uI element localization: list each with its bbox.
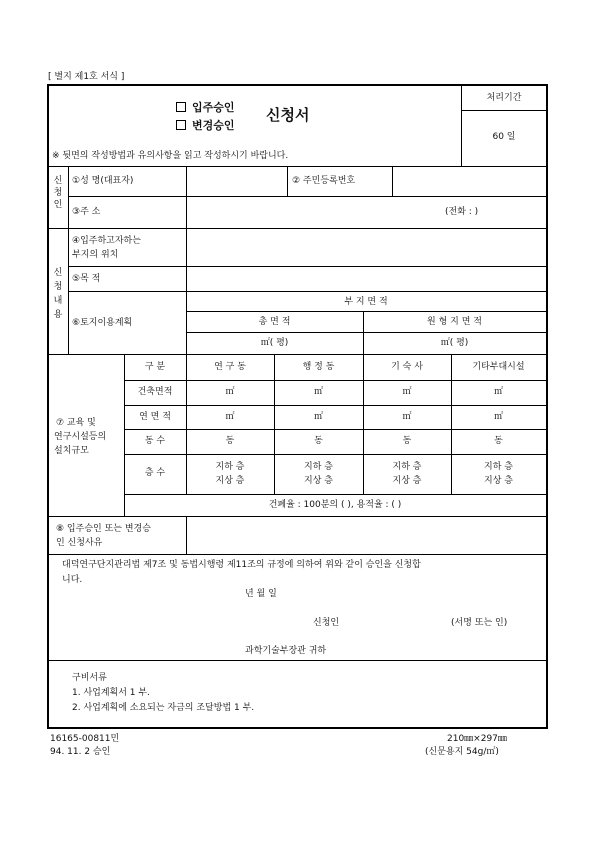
location-label-line2: 부지의 위치 <box>72 250 119 260</box>
dorm-count[interactable]: 동 <box>402 436 412 446</box>
floors-label: 층 수 <box>144 468 166 478</box>
col-research: 연 구 동 <box>214 362 246 372</box>
applicant-section-text: 신 청 인 <box>53 176 63 210</box>
research-floors-above[interactable]: 지상 층 <box>215 476 245 486</box>
research-count[interactable]: 동 <box>225 436 235 446</box>
other-count[interactable]: 동 <box>494 436 503 446</box>
col-dorm: 기 숙 사 <box>391 362 423 372</box>
option-change <box>176 118 235 133</box>
name-field[interactable] <box>188 168 285 194</box>
location-field[interactable] <box>188 230 544 264</box>
dorm-floors-above[interactable]: 지상 층 <box>392 476 422 486</box>
reason-label-line2: 인 신청사유 <box>56 538 103 548</box>
content-section-label <box>52 268 64 324</box>
other-floors-below[interactable]: 지하 층 <box>484 462 513 472</box>
statement-line2: 니다. <box>62 575 83 585</box>
dorm-floor-area[interactable]: ㎡ <box>402 412 412 422</box>
purpose-field[interactable] <box>188 268 544 289</box>
other-floors-above[interactable]: 지상 층 <box>484 476 513 486</box>
facilities-label-line1: ⑦ 교육 및 <box>56 418 96 428</box>
reason-field[interactable] <box>188 518 544 552</box>
research-floor-area[interactable]: ㎡ <box>225 412 235 422</box>
other-building-area[interactable]: ㎡ <box>493 387 503 397</box>
documents-title: 구비서류 <box>72 673 107 683</box>
name-label: ①성 명(대표자) <box>72 176 134 186</box>
content-section-text: 신 청 내 용 <box>53 268 63 320</box>
signature-field[interactable]: (서명 또는 인) <box>451 618 508 628</box>
reg-number-field[interactable] <box>394 168 544 194</box>
dorm-floors-below[interactable]: 지하 층 <box>392 462 422 472</box>
coverage-ratio-line[interactable]: 건폐율 : 100분의 ( ), 용적율 : ( ) <box>268 500 402 510</box>
building-count-label: 동 수 <box>144 436 166 446</box>
application-date[interactable]: 년 월 일 <box>245 589 277 599</box>
form-label: [ 별지 제1호 서식 ] <box>48 72 125 82</box>
paper-type: (신문용지 54g/㎡) <box>425 747 499 757</box>
total-area-field[interactable]: ㎡( 평) <box>260 338 289 348</box>
floor-area-label: 연 면 적 <box>139 412 171 422</box>
other-floor-area[interactable]: ㎡ <box>493 412 503 422</box>
checkbox-move-in[interactable] <box>176 102 186 112</box>
col-admin: 행 정 동 <box>302 362 335 372</box>
division-header: 구 분 <box>144 362 166 372</box>
admin-building-area[interactable]: ㎡ <box>313 387 323 397</box>
facilities-label-line3: 설치규모 <box>54 446 89 456</box>
option-change-label: 변경승인 <box>192 119 235 132</box>
admin-count[interactable]: 동 <box>314 436 323 446</box>
paper-size: 210㎜×297㎜ <box>447 734 507 744</box>
admin-floors-above[interactable]: 지상 층 <box>304 476 333 486</box>
facilities-label-line2: 연구시설등의 <box>54 432 107 442</box>
applicant-signature-label: 신청인 <box>313 618 340 628</box>
admin-floors-below[interactable]: 지하 층 <box>304 462 333 472</box>
applicant-section-label <box>52 176 64 212</box>
statement-line1: 대덕연구단지관리법 제7조 및 동법시행령 제11조의 규정에 의하여 위와 같이 승인을 신청합 <box>62 560 421 570</box>
total-area-header: 총 면 적 <box>258 317 291 327</box>
notice: ※ 뒷면의 작성방법과 유의사항을 읽고 작성하시기 바랍니다. <box>52 151 289 161</box>
form-code: 16165-00811민 <box>50 734 120 744</box>
land-plan-label: ⑥토지이용계획 <box>72 318 133 328</box>
period-value: 60 일 <box>492 132 516 142</box>
address-label: ③주 소 <box>72 207 101 217</box>
approval-date: 94. 11. 2 승인 <box>50 747 111 757</box>
research-floors-below[interactable]: 지하 층 <box>215 462 245 472</box>
admin-floor-area[interactable]: ㎡ <box>313 412 323 422</box>
building-area-label: 건축면적 <box>137 387 173 397</box>
address-field[interactable] <box>188 198 428 226</box>
documents-item-2: 2. 사업계획에 소요되는 자금의 조달방법 1 부. <box>72 703 255 713</box>
phone-label: (전화 : ) <box>445 207 479 217</box>
reason-label-line1: ⑧ 입주승인 또는 변경승 <box>56 524 151 534</box>
green-area-field[interactable]: ㎡( 평) <box>440 338 469 348</box>
form-title: 신청서 <box>266 106 310 124</box>
research-building-area[interactable]: ㎡ <box>225 387 235 397</box>
option-move-in-label: 입주승인 <box>192 101 235 114</box>
period-label: 처리기간 <box>486 93 522 103</box>
location-label-line1: ④입주하고자하는 <box>72 236 141 246</box>
documents-item-1: 1. 사업계획서 1 부. <box>72 688 150 698</box>
checkbox-change[interactable] <box>176 120 186 130</box>
recipient: 과학기술부장관 귀하 <box>245 646 327 656</box>
reg-number-label: ② 주민등록번호 <box>292 176 356 186</box>
site-area-header: 부 지 면 적 <box>344 297 388 307</box>
option-move-in <box>176 100 235 115</box>
green-area-header: 원 형 지 면 적 <box>427 317 482 327</box>
purpose-label: ⑤목 적 <box>72 274 101 284</box>
col-other: 기타부대시설 <box>472 362 525 372</box>
dorm-building-area[interactable]: ㎡ <box>402 387 412 397</box>
